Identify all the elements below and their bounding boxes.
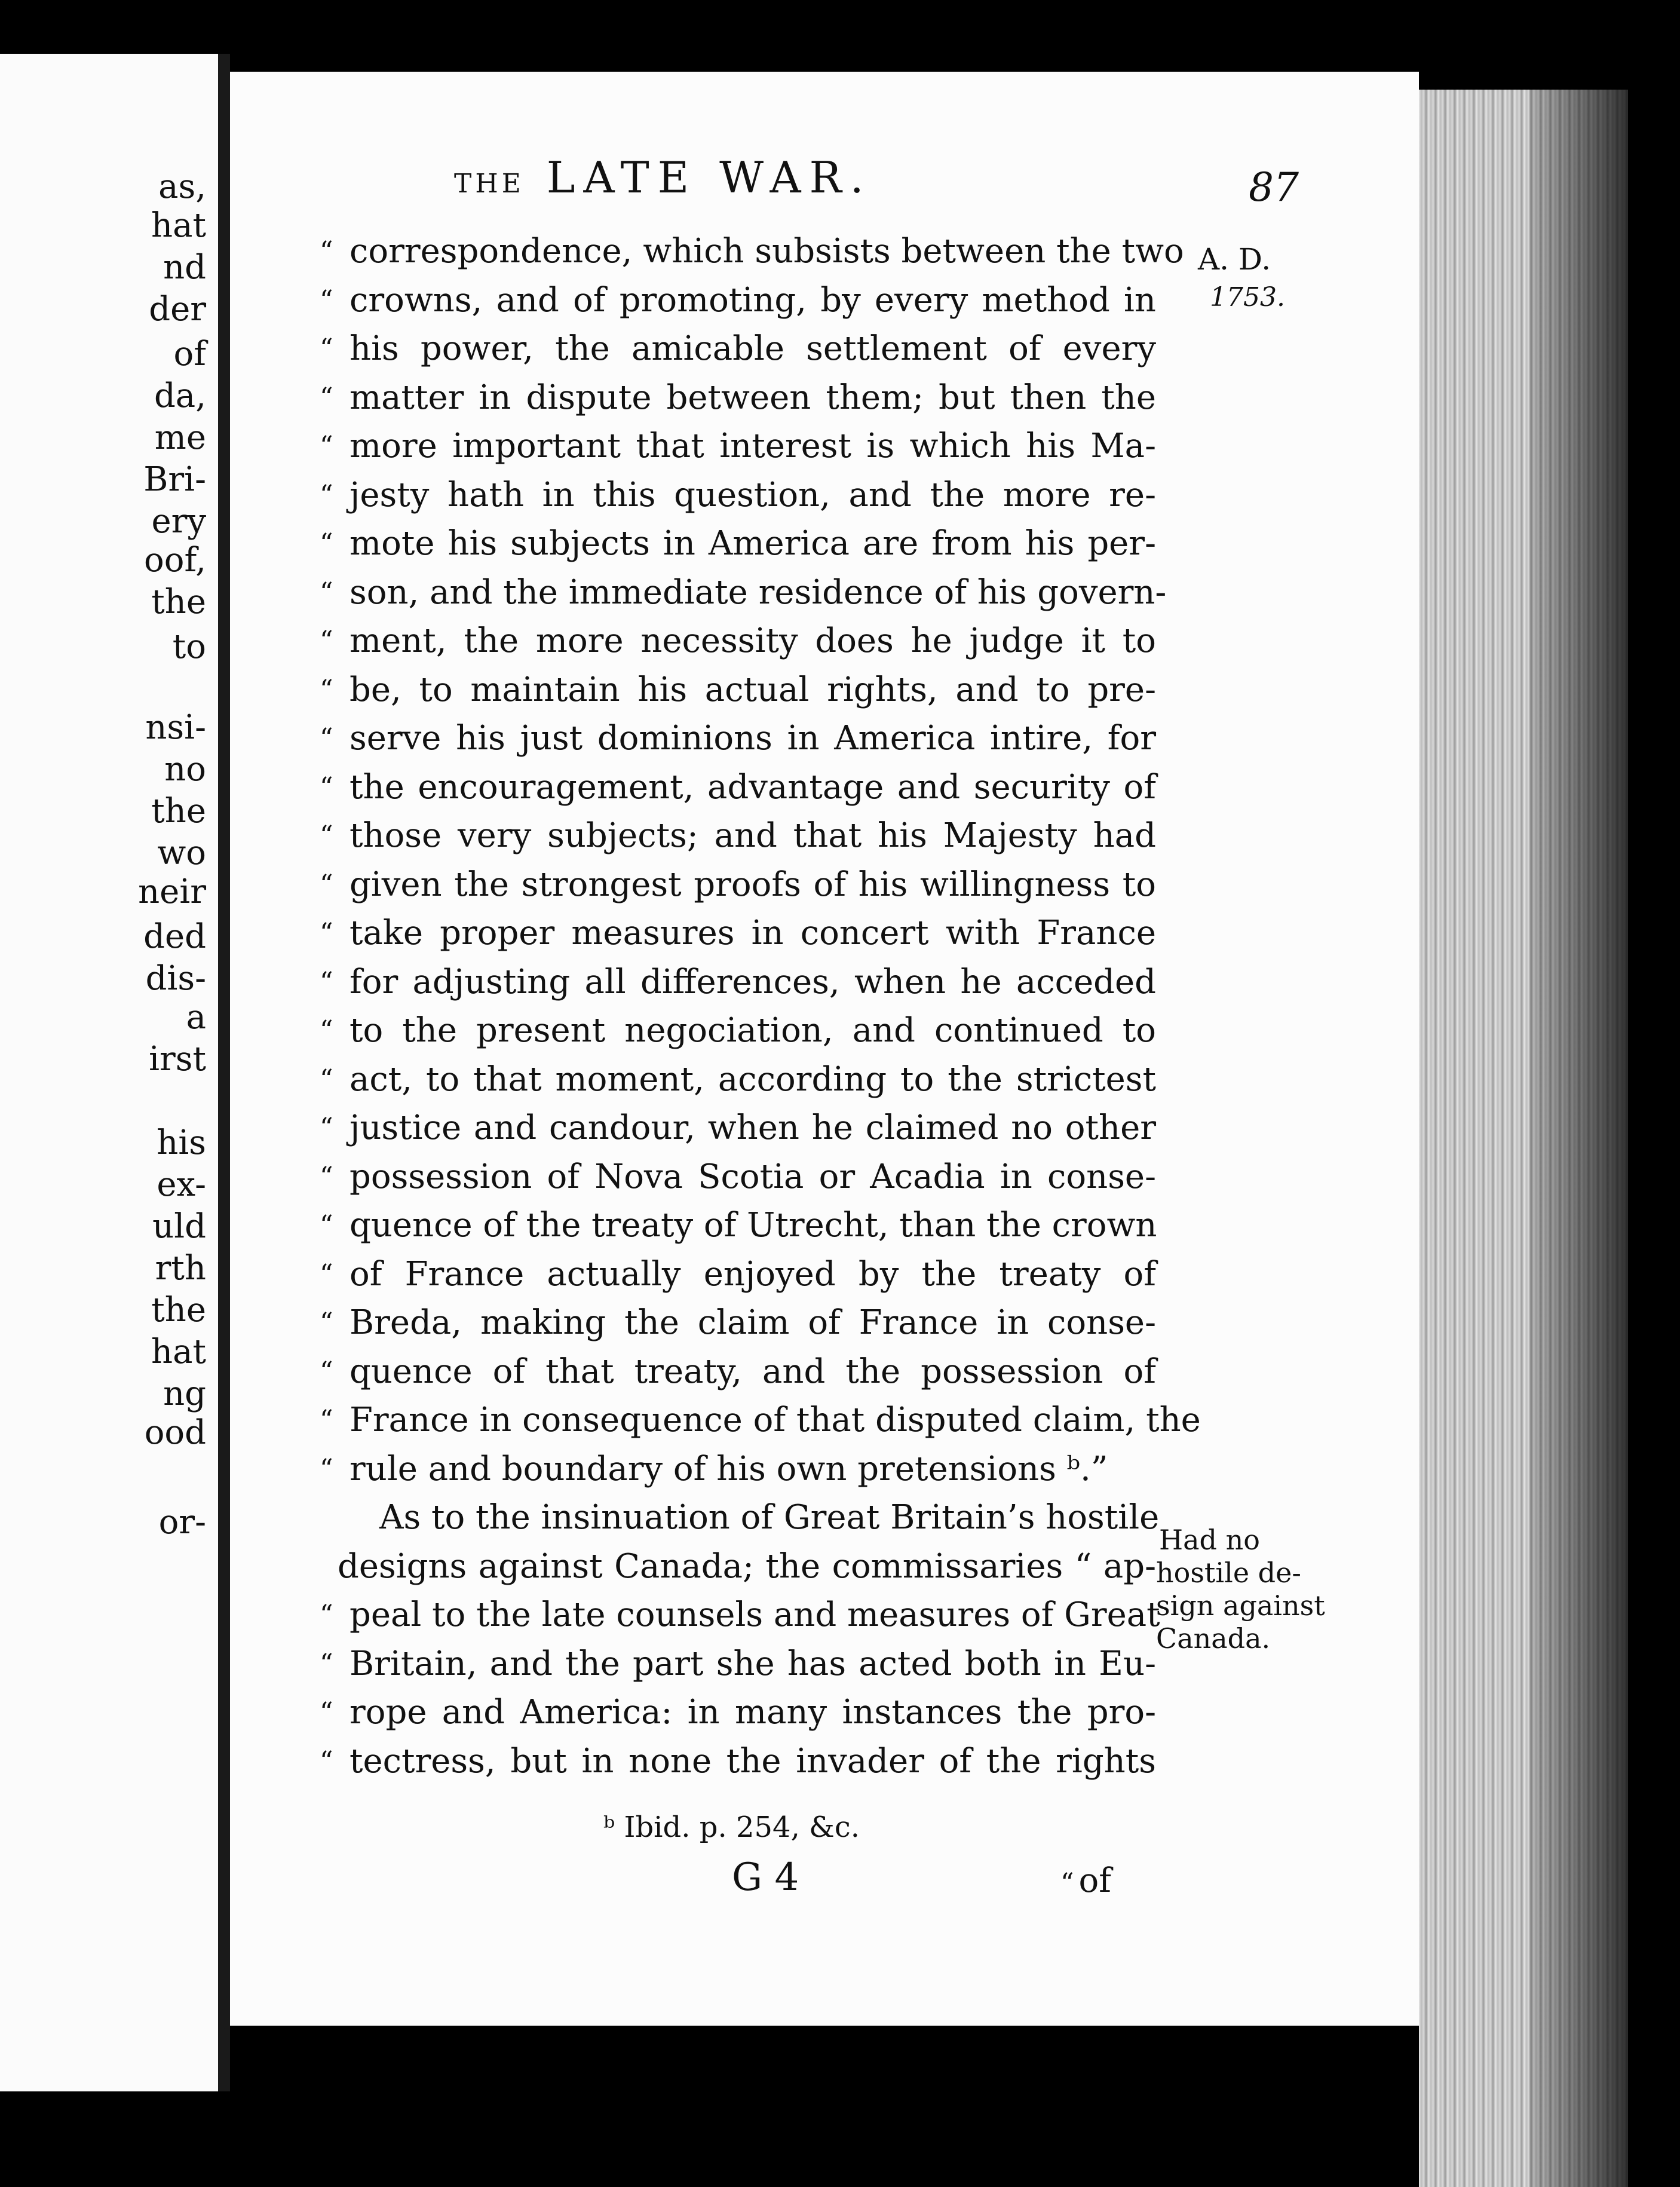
left-page-fragment: me [154,418,206,457]
catchword-quote: “ [1060,1868,1074,1898]
line-text: Britain, and the part she has acted both in Eu- [350,1644,1156,1683]
text-line [320,568,1167,617]
quote-mark: “ [320,1015,333,1046]
quote-mark: “ [320,1745,333,1776]
line-text: ment, the more necessity does he judge it to [350,621,1156,660]
left-page-fragment: neir [138,872,206,911]
left-page-fragment: wo [157,834,206,872]
left-page-fragment: ery [151,502,206,541]
text-line [320,1640,1156,1689]
text-line [320,714,1156,763]
quote-mark: “ [320,1697,333,1727]
left-page-fragment: rth [155,1249,206,1288]
left-page-fragment: nd [163,248,206,287]
line-text: son, and the immediate residence of his govern- [350,572,1167,612]
line-text: As to the insinuation of Great Britain’s hostile [379,1498,1160,1537]
text-line [320,1055,1156,1104]
left-page-fragment: ood [144,1413,206,1452]
quote-mark: “ [320,1453,333,1484]
line-text: possession of Nova Scotia or Acadia in conse- [350,1157,1156,1196]
line-text: jesty hath in this question, and the more re- [350,475,1156,514]
left-page-fragment: a [186,998,206,1037]
left-page-fragment: as, [158,167,206,206]
line-text: serve his just dominions in America intire, for [350,719,1156,758]
text-line [320,471,1156,520]
line-text: given the strongest proofs of his willingness to [350,865,1156,904]
text-line [320,1737,1156,1786]
quote-mark: “ [320,431,333,461]
line-text: Breda, making the claim of France in conse- [350,1303,1156,1342]
left-page-fragment: dis- [145,959,206,998]
margin-note-line: sign against [1156,1589,1325,1622]
line-text: quence of the treaty of Utrecht, than the crown [350,1206,1157,1245]
left-page-fragment: oof, [144,541,206,580]
line-text: take proper measures in concert with France [350,914,1156,952]
line-text: France in consequence of that disputed claim, the [350,1401,1201,1439]
text-line [320,373,1156,422]
left-page-fragment: to [172,627,206,666]
quote-mark: “ [320,333,333,364]
quote-mark: “ [320,1405,333,1435]
left-page-fragment: uld [152,1207,206,1246]
quote-mark: “ [320,1161,333,1192]
line-text: to the present negociation, and continued to [350,1011,1156,1050]
quote-mark: “ [320,528,333,559]
left-page-fragment: the [151,583,206,621]
quote-mark: “ [320,771,333,802]
line-text: crowns, and of promoting, by every method in [350,280,1156,320]
quote-mark: “ [320,1113,333,1143]
quote-mark: “ [320,1356,333,1387]
text-line [320,227,1184,276]
line-text: act, to that moment, according to the strictest [350,1059,1156,1099]
left-page-fragment: Bri- [143,460,206,499]
line-text: more important that interest is which his Ma- [350,427,1156,465]
page-number: 87 [1249,164,1299,210]
text-line [320,909,1156,958]
left-page-fragment: hat [151,206,206,245]
left-page-fragment: ded [143,917,206,956]
left-page-fragment: irst [149,1040,206,1079]
text-line [320,666,1156,715]
quote-mark: “ [320,284,333,316]
margin-year-ad: A. D. [1198,242,1271,277]
body-text [320,227,1201,1785]
page-edges-shadow [1529,90,1628,2187]
quote-mark: “ [320,820,333,851]
line-text: correspondence, which subsists between the two [350,232,1184,271]
quote-mark: “ [320,626,333,656]
left-page-fragment: ng [163,1374,206,1413]
running-head-title: LATE WAR. [546,152,872,203]
line-text: of France actually enjoyed by the treaty of [350,1254,1156,1294]
text-line [320,1104,1156,1153]
text-line [320,958,1156,1007]
text-line [320,1250,1156,1299]
text-line [320,1591,1160,1640]
quote-mark: “ [320,1210,333,1240]
line-text: matter in dispute between them; but then the [350,378,1156,417]
line-text: rule and boundary of his own pretensions ᵇ.” [350,1449,1108,1488]
catchword [1060,1861,1111,1900]
quote-mark: “ [320,1307,333,1338]
quote-mark: “ [320,1648,333,1679]
line-text: peal to the late counsels and measures of Great [350,1595,1160,1634]
quote-mark: “ [320,236,333,267]
quote-mark: “ [320,1064,333,1095]
line-text: be, to maintain his actual rights, and to pre- [350,670,1156,709]
running-head-the: THE [454,169,525,199]
left-page-fragment: da, [154,376,206,415]
quote-mark: “ [320,1600,333,1630]
text-line [320,1201,1157,1250]
text-line [320,860,1156,909]
left-page-fragment: the [151,1291,206,1330]
quote-mark: “ [320,479,333,510]
book-gutter [218,54,230,2091]
quote-mark: “ [320,577,333,608]
quote-mark: “ [320,382,333,413]
left-page-fragment: hat [151,1333,206,1371]
line-text: justice and candour, when he claimed no other [350,1108,1156,1147]
text-line [320,519,1156,568]
footnote: ᵇ Ibid. p. 254, &c. [603,1811,860,1844]
margin-note-line: hostile de- [1156,1557,1301,1589]
left-page-fragment: no [164,750,206,789]
text-line [350,1493,1160,1542]
text-line [320,1006,1156,1055]
margin-note-line: Canada. [1156,1622,1271,1655]
text-line [338,1542,1156,1591]
line-text: those very subjects; and that his Majesty had [350,816,1156,855]
quote-mark: “ [320,966,333,997]
text-line [320,617,1156,666]
running-head [454,152,1171,203]
text-line [320,422,1156,471]
line-text: rope and America: in many instances the pro- [350,1693,1156,1732]
quote-mark: “ [320,723,333,753]
text-line [320,324,1156,373]
signature-mark: G 4 [732,1855,799,1900]
margin-note-line: Had no [1159,1524,1260,1556]
line-text: quence of that treaty, and the possession of [350,1352,1156,1391]
left-page-fragment: his [157,1123,206,1162]
text-line [320,1347,1156,1396]
text-line [320,1298,1156,1347]
text-line [320,1153,1156,1202]
quote-mark: “ [320,1258,333,1289]
line-text: his power, the amicable settlement of every [350,329,1156,368]
left-page-fragment: of [173,335,206,373]
line-text: mote his subjects in America are from his per- [350,524,1156,563]
catchword-word: of [1078,1861,1111,1900]
line-text: designs against Canada; the commissaries “ ap- [338,1546,1156,1586]
left-page-fragment: der [149,290,206,329]
margin-year: 1753. [1210,282,1285,313]
left-page-fragment: the [151,792,206,831]
text-line [320,1445,1156,1494]
left-page [0,54,218,2091]
text-line [320,1396,1201,1445]
text-line [320,1688,1156,1737]
quote-mark: “ [320,674,333,705]
left-page-fragment: ex- [157,1165,206,1204]
text-line [320,763,1156,812]
text-line [320,811,1156,860]
left-page-fragment: or- [158,1503,206,1542]
line-text: the encouragement, advantage and security of [350,767,1156,807]
left-page-fragment: nsi- [145,708,206,747]
text-line [320,276,1156,325]
quote-mark: “ [320,918,333,948]
line-text: tectress, but in none the invader of the rights [350,1741,1156,1781]
quote-mark: “ [320,869,333,900]
line-text: for adjusting all differences, when he acceded [350,962,1156,1001]
